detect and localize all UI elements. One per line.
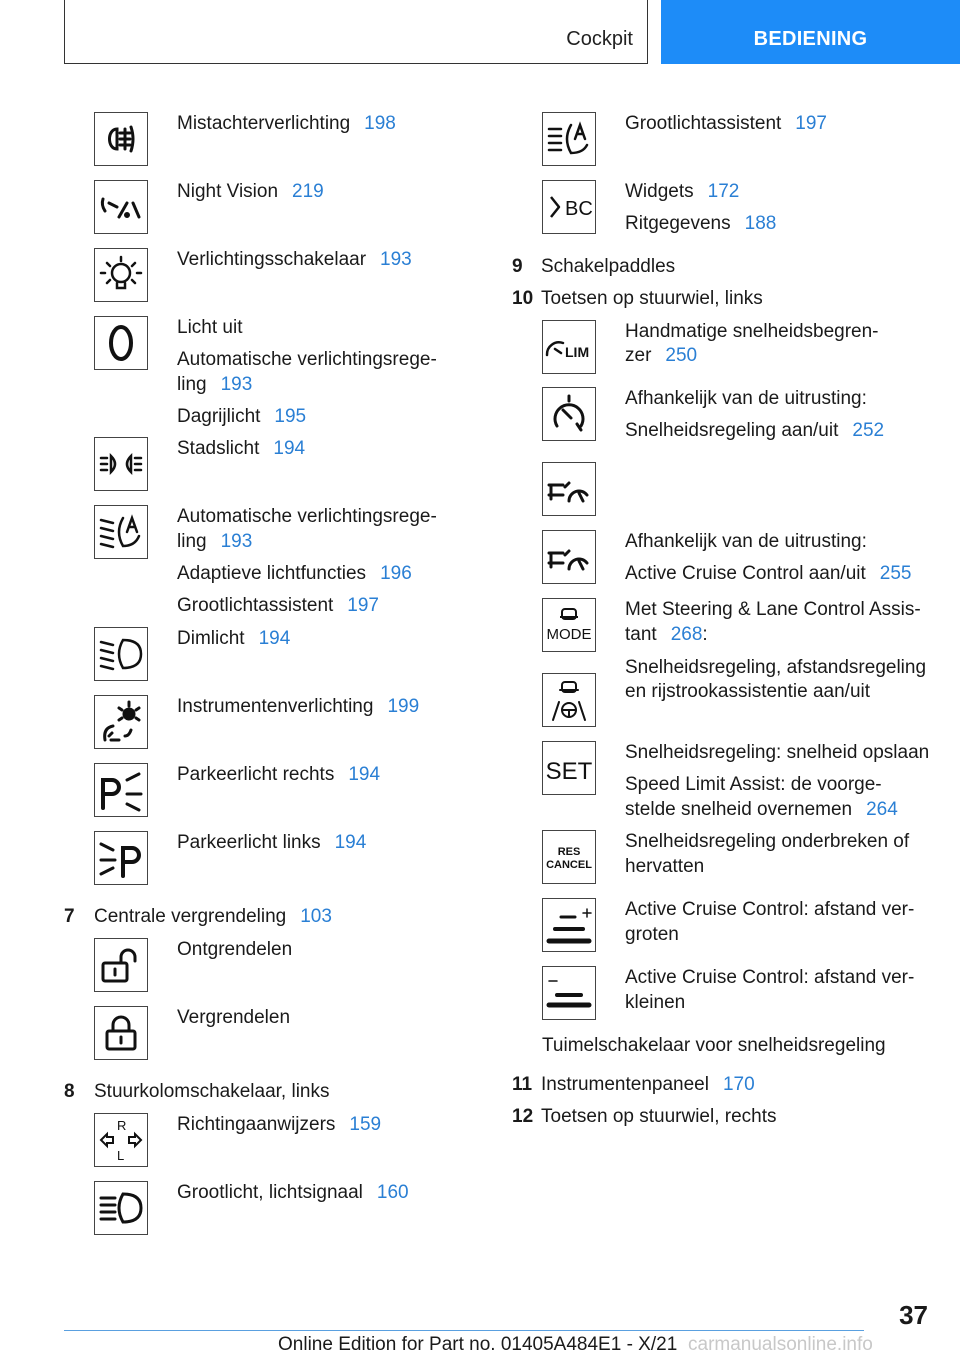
auto-light2-entry — [177, 530, 252, 554]
header-chapter-tab — [661, 0, 960, 64]
mode-line1: Met Steering & Lane Control Assis- — [625, 599, 921, 620]
widgets-entry — [625, 180, 739, 204]
mode-entry — [625, 623, 708, 647]
dist-plus-line1: Active Cruise Control: afstand ver- — [625, 899, 915, 920]
lane-line1: Snelheidsregeling, afstandsregeling — [625, 657, 927, 678]
dist-minus-line2: kleinen — [625, 992, 686, 1013]
res-cancel-icon — [542, 830, 596, 884]
item-7-page-link[interactable]: 103 — [300, 906, 332, 927]
item-12-number: 12 — [512, 1106, 534, 1127]
set-page-link[interactable]: 264 — [866, 799, 898, 820]
rescancel-line1: Snelheidsregeling onderbreken of — [625, 831, 910, 852]
low-beam-label: Dimlicht — [177, 628, 245, 649]
turn-signal-entry — [177, 1113, 381, 1137]
high-beam-page-link[interactable]: 160 — [376, 1182, 409, 1203]
set-entry — [625, 798, 898, 822]
footer-watermark: carmanualsonline.info — [688, 1334, 873, 1355]
cruise-line2: Snelheidsregeling aan/uit — [625, 420, 839, 441]
item-8-label: Stuurkolomschakelaar, links — [94, 1081, 330, 1102]
highbeam-assist-left-page-link[interactable]: 197 — [347, 595, 379, 616]
turn-signal-label: Richtingaanwijzers — [177, 1114, 336, 1135]
auto-light-line2: ling — [177, 374, 207, 395]
set-line1: Snelheidsregeling: snelheid opslaan — [625, 742, 930, 763]
unlock-icon — [94, 938, 148, 992]
instrument-lighting-label: Instrumentenverlichting — [177, 696, 374, 717]
turn-signal-l-text: L — [117, 1148, 125, 1163]
auto-light-line1: Automatische verlichtingsrege- — [177, 349, 437, 370]
light-switch-page-link[interactable]: 193 — [380, 249, 412, 270]
lock-icon — [94, 1006, 148, 1060]
adaptive-light-page-link[interactable]: 196 — [380, 563, 412, 584]
item-11-page-link[interactable]: 170 — [722, 1074, 755, 1095]
bc-button-icon — [542, 180, 596, 234]
high-beam-assist-icon — [542, 112, 596, 166]
unlock-label: Ontgrendelen — [177, 939, 293, 960]
item-7-entry — [94, 905, 332, 929]
parking-light-left-icon — [94, 831, 148, 885]
widgets-page-link[interactable]: 172 — [707, 181, 740, 202]
acc-entry — [625, 562, 911, 586]
low-beam-entry — [177, 627, 290, 651]
parking-light-icon — [94, 437, 148, 491]
set-text: SET — [545, 758, 593, 785]
dist-plus-line2: groten — [625, 924, 679, 945]
light-switch-label: Verlichtingsschakelaar — [177, 249, 367, 270]
limiter-line1: Handmatige snelheidsbegren- — [625, 321, 879, 342]
turn-signal-icon — [94, 1113, 148, 1167]
drl-entry — [177, 405, 306, 429]
widgets-label: Widgets — [625, 181, 694, 202]
item-10-number: 10 — [512, 288, 534, 309]
mode-page-link[interactable]: 268 — [670, 624, 703, 645]
footer-edition: Online Edition for Part no. 01405A484E1 - X/21 — [278, 1334, 678, 1355]
parking-left-label: Parkeerlicht links — [177, 832, 321, 853]
low-beam-icon — [94, 627, 148, 681]
drl-label: Dagrijlicht — [177, 406, 261, 427]
lane-line2: en rijstrookassistentie aan/uit — [625, 681, 871, 702]
distance-decrease-icon — [542, 966, 596, 1020]
cruise-line1: Afhankelijk van de uitrusting: — [625, 388, 867, 409]
light-off-label: Licht uit — [177, 317, 243, 338]
mode-line2: tant — [625, 624, 657, 645]
fog-light-label: Mistachterverlichting — [177, 113, 351, 134]
speed-limiter-icon — [542, 320, 596, 374]
auto-light2-line2: ling — [177, 531, 207, 552]
parking-right-label: Parkeerlicht rechts — [177, 764, 335, 785]
auto-light2-line1: Automatische verlichtingsrege- — [177, 506, 437, 527]
parking-right-page-link[interactable]: 194 — [348, 764, 381, 785]
footer-divider — [64, 1330, 864, 1331]
header-chapter-title: BEDIENING — [753, 28, 868, 50]
lane-assist-icon — [542, 673, 596, 727]
mode-colon: : — [702, 624, 708, 645]
drl-page-link[interactable]: 195 — [274, 406, 307, 427]
item-11-number: 11 — [512, 1074, 533, 1095]
res-text: RES — [557, 846, 581, 858]
tripdata-page-link[interactable]: 188 — [744, 213, 777, 234]
acc-line1: Afhankelijk van de uitrusting: — [625, 531, 867, 552]
low-beam-page-link[interactable]: 194 — [258, 628, 291, 649]
light-switch-entry — [177, 248, 412, 272]
mode-text: MODE — [546, 626, 592, 643]
limiter-line2: zer — [625, 345, 652, 366]
turn-signal-page-link[interactable]: 159 — [349, 1114, 382, 1135]
highbeam-assist-right-entry — [625, 112, 827, 136]
parking-light-right-icon — [94, 763, 148, 817]
parking-light-label: Stadslicht — [177, 438, 260, 459]
header-section-title: Cockpit — [566, 28, 633, 50]
turn-signal-r-text: R — [117, 1118, 127, 1133]
cruise-control-icon — [542, 387, 596, 441]
item-8-number: 8 — [64, 1081, 75, 1102]
distance-increase-icon — [542, 898, 596, 952]
item-7-number: 7 — [64, 906, 75, 927]
parking-light-entry — [177, 437, 305, 461]
dist-minus-line1: Active Cruise Control: afstand ver- — [625, 967, 915, 988]
item-7-label: Centrale vergrendeling — [94, 906, 287, 927]
item-12-label: Toetsen op stuurwiel, rechts — [541, 1106, 777, 1127]
highbeam-assist-left-entry — [177, 594, 379, 618]
acc-icon — [542, 462, 596, 516]
instrument-lighting-icon — [94, 695, 148, 749]
parking-left-entry — [177, 831, 366, 855]
cruise-entry — [625, 419, 884, 443]
parking-light-page-link[interactable]: 194 — [273, 438, 306, 459]
set-line2: Speed Limit Assist: de voorge- — [625, 774, 882, 795]
set-line3: stelde snelheid overnemen — [625, 799, 853, 820]
high-beam-icon — [94, 1181, 148, 1235]
high-beam-label: Grootlicht, lichtsignaal — [177, 1182, 363, 1203]
night-vision-entry — [177, 180, 324, 204]
auto-light2-page-link[interactable]: 193 — [220, 531, 253, 552]
page-number: 37 — [899, 1300, 928, 1330]
adaptive-light-label: Adaptieve lichtfuncties — [177, 563, 367, 584]
limiter-page-link[interactable]: 250 — [665, 345, 698, 366]
zero-position-icon — [94, 316, 148, 370]
item-11-label: Instrumentenpaneel — [541, 1074, 709, 1095]
lock-label: Vergrendelen — [177, 1007, 291, 1028]
highbeam-assist-right-page-link[interactable]: 197 — [795, 113, 827, 134]
highbeam-assist-left-label: Grootlichtassistent — [177, 595, 334, 616]
light-switch-icon — [94, 248, 148, 302]
acc-line2: Active Cruise Control aan/uit — [625, 563, 866, 584]
parking-right-entry — [177, 763, 380, 787]
instrument-lighting-page-link[interactable]: 199 — [387, 696, 420, 717]
tripdata-label: Ritgegevens — [625, 213, 731, 234]
cruise-page-link[interactable]: 252 — [852, 420, 885, 441]
parking-left-page-link[interactable]: 194 — [334, 832, 367, 853]
item-11-entry — [541, 1073, 755, 1097]
adaptive-light-entry — [177, 562, 412, 586]
auto-light-page-link[interactable]: 193 — [220, 374, 253, 395]
night-vision-page-link[interactable]: 219 — [292, 181, 324, 202]
set-button-icon — [542, 741, 596, 795]
high-beam-entry — [177, 1181, 409, 1205]
instrument-lighting-entry — [177, 695, 419, 719]
fog-light-entry — [177, 112, 396, 136]
auto-headlight-icon — [94, 505, 148, 559]
auto-light-entry — [177, 373, 252, 397]
highbeam-assist-right-label: Grootlichtassistent — [625, 113, 782, 134]
limiter-entry — [625, 344, 697, 368]
acc-onoff-icon — [542, 530, 596, 584]
item-9-label: Schakelpaddles — [541, 256, 676, 277]
rescancel-line2: hervatten — [625, 856, 705, 877]
lim-text: LIM — [565, 344, 590, 360]
item-9-number: 9 — [512, 256, 523, 277]
night-vision-label: Night Vision — [177, 181, 279, 202]
fog-light-page-link[interactable]: 198 — [364, 113, 396, 134]
header-section-box — [64, 0, 648, 64]
bc-text: BC — [565, 198, 593, 220]
tripdata-entry — [625, 212, 776, 236]
rocker-switch-label: Tuimelschakelaar voor snelheidsregeling — [542, 1035, 886, 1056]
mode-button-icon — [542, 598, 596, 652]
cancel-text: CANCEL — [546, 859, 592, 871]
item-10-label: Toetsen op stuurwiel, links — [541, 288, 763, 309]
acc-page-link[interactable]: 255 — [879, 563, 912, 584]
night-vision-icon — [94, 180, 148, 234]
rear-fog-light-icon — [94, 112, 148, 166]
